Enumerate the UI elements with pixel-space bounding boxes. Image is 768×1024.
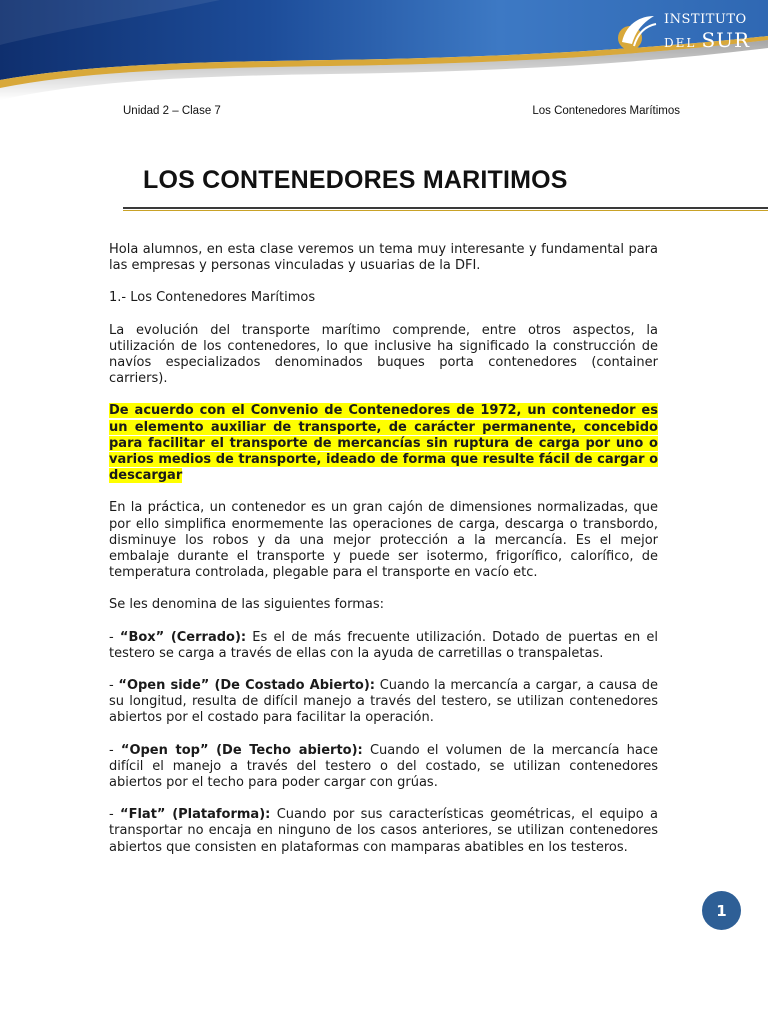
logo-text-del-sur <box>664 28 750 52</box>
list-dash: - <box>109 742 121 758</box>
running-header-topic: Los Contenedores Marítimos <box>532 105 680 117</box>
running-header-unit: Unidad 2 – Clase 7 <box>123 105 221 117</box>
container-type-description: Es el de más frecuente utilización. Dotado de puertas en el testero se carga a través de ellas con la ayuda de carretillas o transpaletas. <box>109 629 659 661</box>
container-type-term: “Flat” (Plataforma): <box>120 807 271 823</box>
section-heading: 1.- Los Contenedores Marítimos <box>109 290 316 306</box>
container-type-flat <box>109 807 658 856</box>
document-body <box>109 242 658 872</box>
title-divider-accent <box>123 210 768 211</box>
container-type-term: “Box” (Cerrado): <box>119 629 247 645</box>
container-type-description: Cuando el volumen de la mercancía hace difícil el manejo a través del testero o del costado, se utilizan contenedores abiertos por el techo para poder cargar con grúas. <box>109 742 658 791</box>
evolution-paragraph: La evolución del transporte marítimo comprende, entre otros aspectos, la utilización de los contenedores, lo que inclusive ha significado la construcción de navíos especializados denominados buques porta contenedores (container carriers). <box>109 322 658 387</box>
container-type-term: “Open top” (De Techo abierto): <box>120 742 363 758</box>
list-dash: - <box>109 629 120 645</box>
container-type-description: Cuando la mercancía a cargar, a causa de su longitud, resulta de difícil manejo a través del testero, se utilizan contenedores abiertos por el costado para facilitar la operación. <box>109 678 658 726</box>
logo-text-del: DEL <box>664 36 697 50</box>
logo-text-instituto: INSTITUTO <box>664 12 747 27</box>
container-type-open-top <box>109 743 658 792</box>
highlighted-definition <box>109 403 658 484</box>
forms-intro: Se les denomina de las siguientes formas: <box>109 597 384 613</box>
container-type-term: “Open side” (De Costado Abierto): <box>118 678 375 694</box>
page-title: LOS CONTENEDORES MARITIMOS <box>143 166 568 194</box>
title-divider <box>123 207 768 209</box>
page-number-badge: 1 <box>702 891 741 930</box>
practice-paragraph: En la práctica, un contenedor es un gran cajón de dimensiones normalizadas, que por ello simplifica enormemente las operaciones de carga, descarga o transbordo, disminuye los robos y da una mejor protección a la mercancía. Es el mejor embalaje durante el transporte y puede ser isotermo, frigorífico, calorífico, de temperatura controlada, plegable para el transporte en vacío etc. <box>109 500 658 581</box>
list-dash: - <box>109 678 119 694</box>
intro-paragraph: Hola alumnos, en esta clase veremos un tema muy interesante y fundamental para las empresas y personas vinculadas y usuarias de la DFI. <box>109 242 658 274</box>
container-type-open-side <box>109 678 658 727</box>
highlighted-definition-text: De acuerdo con el Convenio de Contenedores de 1972, un contenedor es un elemento auxiliar de transporte, de carácter permanente, concebido para facilitar el transporte de mercancías sin ruptura de carga por uno o varios medios de transporte, ideado de forma que resulte fácil de cargar o descargar <box>109 403 658 484</box>
list-dash: - <box>109 807 121 823</box>
container-type-box <box>109 630 658 662</box>
container-type-description: Cuando por sus características geométricas, el equipo a transportar no encaja en ninguno de los casos anteriores, se utilizan contenedores abiertos que consisten en plataformas con mamparas abatibles en los testeros. <box>109 807 659 855</box>
logo-text-sur: SUR <box>701 28 751 52</box>
